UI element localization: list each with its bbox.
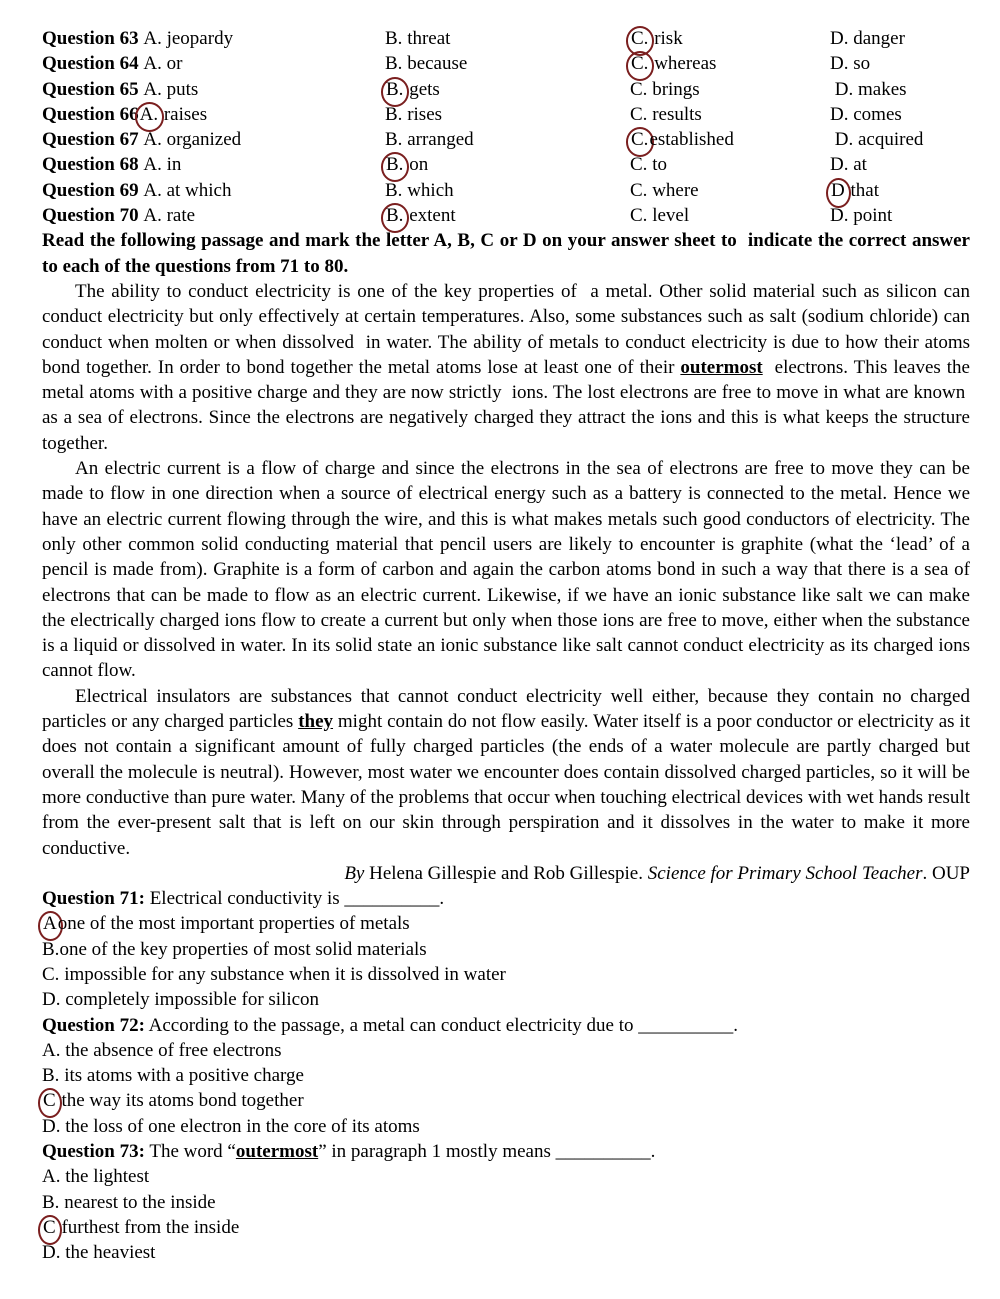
option-d-letter: D. [830,53,849,75]
question-cell [42,152,385,177]
option-cell [830,178,970,203]
option-b-text: rises [402,103,443,125]
option-b-text: because [402,53,468,75]
question-cell [42,203,385,228]
option-cell [630,77,830,102]
option-d-letter: D. [830,129,854,151]
paragraph-text: The ability to conduct electricity is one of the key properties of a metal. Other solid material such as silicon can conduct electricity but only effectively at certain temperatures. Also, some substances such as salt (sodium chloride) can conduct when molten or when dissolved in water. The ability of metals to conduct electricity is due to how their atoms bond together. In order to bond together the metal atoms lose at least one of their [42,280,970,378]
answer-option-b [42,1190,970,1215]
option-cell [830,203,970,228]
question-number: Question 69 [42,179,144,201]
question-row-64 [42,51,970,76]
option-a-text: in [161,154,182,176]
option-cell [630,152,830,177]
option-a-text: or [161,53,183,75]
option-d-letter: D. [830,154,849,176]
option-d-letter: D. [830,78,854,100]
option-c-letter: C. [626,127,654,157]
option-b-text: arranged [402,129,474,151]
option-cell [385,127,630,152]
question-cell [42,102,385,127]
question-number: Question 70 [42,205,144,227]
option-b-text: gets [404,78,440,100]
option-cell [385,152,630,177]
option-d-letter: D. [830,28,849,49]
question-number: Question 72: [42,1014,145,1036]
answer-option-a [42,1038,970,1063]
question-number: Question 71: [42,888,145,910]
option-d-text: comes [848,103,902,125]
option-b-letter: B. [385,103,403,125]
option-d-text: so [848,53,871,75]
option-b-text: which [402,179,454,201]
option-c-letter: C. [630,179,648,201]
option-b-letter: B. [385,53,403,75]
question-number: Question 65 [42,78,144,100]
option-cell [630,203,830,228]
option-text: its atoms with a positive charge [59,1065,304,1087]
option-c-text: risk [649,28,683,49]
option-cell [385,51,630,76]
option-a-letter: A. [143,78,162,100]
passage-paragraph-2 [42,456,970,684]
option-a-letter: A. [143,129,162,151]
option-c-text: to [647,154,667,176]
option-cell [630,178,830,203]
option-letter: D. [42,989,61,1011]
option-letter: D. [42,1115,61,1137]
question-row-66 [42,102,970,127]
option-text: completely impossible for silicon [60,989,320,1011]
question-number: Question 64 [42,53,144,75]
option-cell [385,102,630,127]
mc-grid-63-70 [42,26,970,228]
option-cell [630,102,830,127]
option-cell [385,77,630,102]
paragraph-text: might contain do not flow easily. Water itself is a poor conductor or electricity as it does not contain a significant amount of fully charged particles (the ends of a water molecule are partly charged but overall the molecule is neutral). However, most water we encounter does contain dissolved charged particles, so it will be more conductive than pure water. Many of the problems that occur when touching electrical devices with wet hands result from the ever-present salt that is left on our skin through perspiration and it dissolves in the water to make it more conductive. [42,711,970,859]
answer-option-d [42,987,970,1012]
question-stem [42,1139,970,1164]
option-text: one of the key properties of most solid materials [59,938,427,960]
option-b-letter: B. [381,203,409,233]
paragraph-text: electrons. This leaves the metal atoms with a positive charge and they are now strictly ions. The lost electrons are free to move in what are known as a sea of electrons. Since the electrons are negatively charged they attract the ions and this is what keeps the structure together. [42,356,970,454]
option-text: the way its atoms bond together [56,1090,304,1112]
option-d-letter: D [826,178,851,208]
question-stem [42,886,970,911]
option-c-text: established [649,129,734,151]
option-a-letter: A. [143,53,162,75]
option-b-letter: B. [385,28,403,49]
question-cell [42,178,385,203]
option-letter: A. [42,1039,61,1061]
question-block-73 [42,1139,970,1265]
option-a-text: rate [161,205,196,227]
option-cell [830,152,970,177]
option-a-text: organized [161,129,242,151]
question-number: Question 66 [42,103,139,125]
option-d-text: makes [853,78,907,100]
option-letter: D. [42,1242,61,1264]
option-c-text: level [647,205,690,227]
option-cell [630,51,830,76]
option-a-letter: A. [135,102,164,132]
stem-text: According to the passage, a metal can conduct electricity due to __________. [144,1014,738,1036]
option-text: nearest to the inside [59,1191,216,1213]
option-b-letter: B. [381,77,409,107]
byline [42,861,970,886]
option-c-letter: C. [626,51,654,81]
option-c-letter: C. [626,26,654,56]
option-a-letter: A. [143,154,162,176]
option-b-letter: B. [381,152,409,182]
stem-text: The word “ [144,1141,236,1163]
paragraph-text: An electric current is a flow of charge and since the electrons in the sea of electrons are free to move they can be made to flow in one direction when a source of electrical energy such as a battery is connected to the metal. Hence we have an electric current flowing through the wire, and this is what makes metals such good conductors of electricity. The only other common solid conducting material that pencil users are likely to encounter is graphite (what the ‘lead’ of a pencil is made from). Graphite is a form of carbon and again the carbon atoms bond in such a way that there is a sea of electrons that can be made to flow as an electric current. Likewise, if we have an ionic substance like salt we can make the electrically charged ions flow to create a current but only when those ions are free to move, either when the substance is a liquid or dissolved in water. In its solid state an ionic substance like salt cannot conduct electricity as its charged ions cannot flow. [42,458,970,682]
question-row-63 [42,26,970,51]
option-text: the heaviest [60,1242,156,1264]
answer-option-c [42,1088,970,1113]
answer-option-d [42,1114,970,1139]
byline-book-title: Science for Primary School Teacher [647,862,923,884]
option-c-text: whereas [649,53,717,75]
byline-by: By [344,862,370,884]
option-a-text: jeopardy [161,28,234,49]
option-c-text: where [647,179,699,201]
option-text: impossible for any substance when it is dissolved in water [59,963,506,985]
byline-authors: Helena Gillespie and Rob Gillespie. [369,862,648,884]
option-text: the absence of free electrons [60,1039,282,1061]
option-c-letter: C. [630,154,648,176]
option-b-letter: B. [385,129,403,151]
question-cell [42,127,385,152]
option-b-text: threat [402,28,451,49]
question-row-68 [42,152,970,177]
answer-option-c [42,1215,970,1240]
option-b-text: on [404,154,429,176]
option-d-text: at [848,154,867,176]
option-letter: B. [42,938,60,960]
passage-paragraph-3 [42,684,970,861]
option-cell [385,178,630,203]
stem-text: Electrical conductivity is __________. [144,888,445,910]
option-c-letter: C. [630,78,648,100]
question-number: Question 63 [42,28,144,49]
option-a-text: at which [161,179,232,201]
option-d-text: that [845,179,879,201]
byline-publisher: . OUP [922,862,970,884]
option-c-text: results [647,103,702,125]
section-instruction: Read the following passage and mark the letter A, B, C or D on your answer sheet to indicate the correct answer to each of the questions from 71 to 80. [42,230,970,277]
option-cell [630,127,830,152]
question-cell [42,77,385,102]
option-cell [385,203,630,228]
option-d-letter: D. [830,205,849,227]
question-row-70 [42,203,970,228]
option-d-text: danger [848,28,905,49]
stem-quoted-word: outermost [235,1141,319,1163]
option-c-text: brings [647,78,700,100]
question-row-67 [42,127,970,152]
option-c-letter: C. [630,103,648,125]
option-d-letter: D. [830,103,849,125]
option-cell [830,26,970,51]
option-text: the loss of one electron in the core of its atoms [60,1115,420,1137]
answer-option-b [42,937,970,962]
option-cell [830,77,970,102]
option-letter: C [38,1215,62,1245]
passage-paragraph-1 [42,279,970,456]
question-number: Question 73: [42,1141,145,1163]
option-text: the lightest [60,1166,150,1188]
question-stem [42,1013,970,1038]
option-text: furthest from the inside [56,1216,240,1238]
option-letter: C [38,1088,62,1118]
option-cell [830,102,970,127]
question-number: Question 68 [42,154,144,176]
option-letter: A. [42,1166,61,1188]
option-letter: A [38,911,63,941]
option-c-letter: C. [630,205,648,227]
question-cell [42,51,385,76]
option-cell [630,26,830,51]
question-row-69 [42,178,970,203]
answer-option-b [42,1063,970,1088]
answer-option-a [42,911,970,936]
stem-text: ” in paragraph 1 mostly means __________. [318,1141,656,1163]
option-letter: C. [42,963,60,985]
option-cell [385,26,630,51]
option-cell [830,51,970,76]
question-block-72 [42,1013,970,1139]
question-number: Question 67 [42,129,144,151]
answer-option-c [42,962,970,987]
answer-option-a [42,1164,970,1189]
answer-option-d [42,1240,970,1265]
option-a-letter: A. [143,205,162,227]
option-a-text: puts [161,78,199,100]
emphasized-word-outermost: outermost [680,356,763,378]
option-letter: B. [42,1191,60,1213]
emphasized-word-they: they [298,711,334,733]
option-b-letter: B. [385,179,403,201]
option-a-letter: A. [143,28,162,49]
question-block-71 [42,886,970,1012]
option-a-letter: A. [143,179,162,201]
paragraph-text: Electrical insulators are substances that cannot conduct electricity well either, because they contain no charged particles or any charged particles [42,685,970,733]
option-cell [830,127,970,152]
option-b-text: extent [404,205,456,227]
option-d-text: point [848,205,893,227]
option-letter: B. [42,1065,60,1087]
option-text: one of the most important properties of metals [57,913,410,935]
question-cell [42,26,385,51]
option-d-text: acquired [853,129,924,151]
question-row-65 [42,77,970,102]
option-a-text: raises [159,103,208,125]
